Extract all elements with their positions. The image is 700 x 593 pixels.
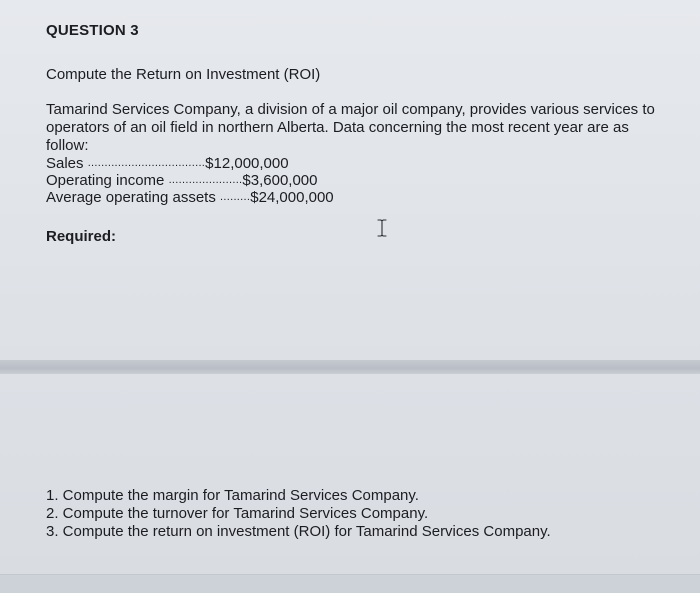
data-row-sales [46, 155, 334, 172]
task-item: 3. Compute the return on investment (ROI) for Tamarind Services Company. [46, 523, 551, 540]
task-item: 1. Compute the margin for Tamarind Services Company. [46, 487, 419, 504]
bottom-strip [0, 574, 700, 593]
question-instruction: Compute the Return on Investment (ROI) [46, 66, 321, 83]
question-paragraph: Tamarind Services Company, a division of a major oil company, provides various services to operators of an oil field in northern Alberta. Data concerning the most recent year are as follow: [46, 101, 655, 154]
required-label: Required: [46, 228, 117, 245]
data-row-operating-income [46, 172, 334, 189]
data-table [46, 155, 334, 206]
data-value: $12,000,000 [205, 155, 289, 172]
data-label: Operating income [46, 172, 165, 189]
question-title: QUESTION 3 [46, 22, 139, 39]
data-row-average-operating-assets [46, 189, 334, 206]
text-cursor-icon [377, 219, 387, 237]
leader-dots: ................................... [87, 157, 206, 169]
answer-panel[interactable] [0, 374, 700, 574]
data-label: Average operating assets [46, 189, 216, 206]
leader-dots: ......... [220, 191, 251, 203]
data-value: $24,000,000 [250, 189, 334, 206]
task-item: 2. Compute the turnover for Tamarind Services Company. [46, 505, 429, 522]
task-list [46, 487, 551, 541]
data-label: Sales [46, 155, 84, 172]
data-value: $3,600,000 [242, 172, 318, 189]
panel-divider [0, 360, 700, 374]
leader-dots: ...................... [168, 174, 243, 186]
